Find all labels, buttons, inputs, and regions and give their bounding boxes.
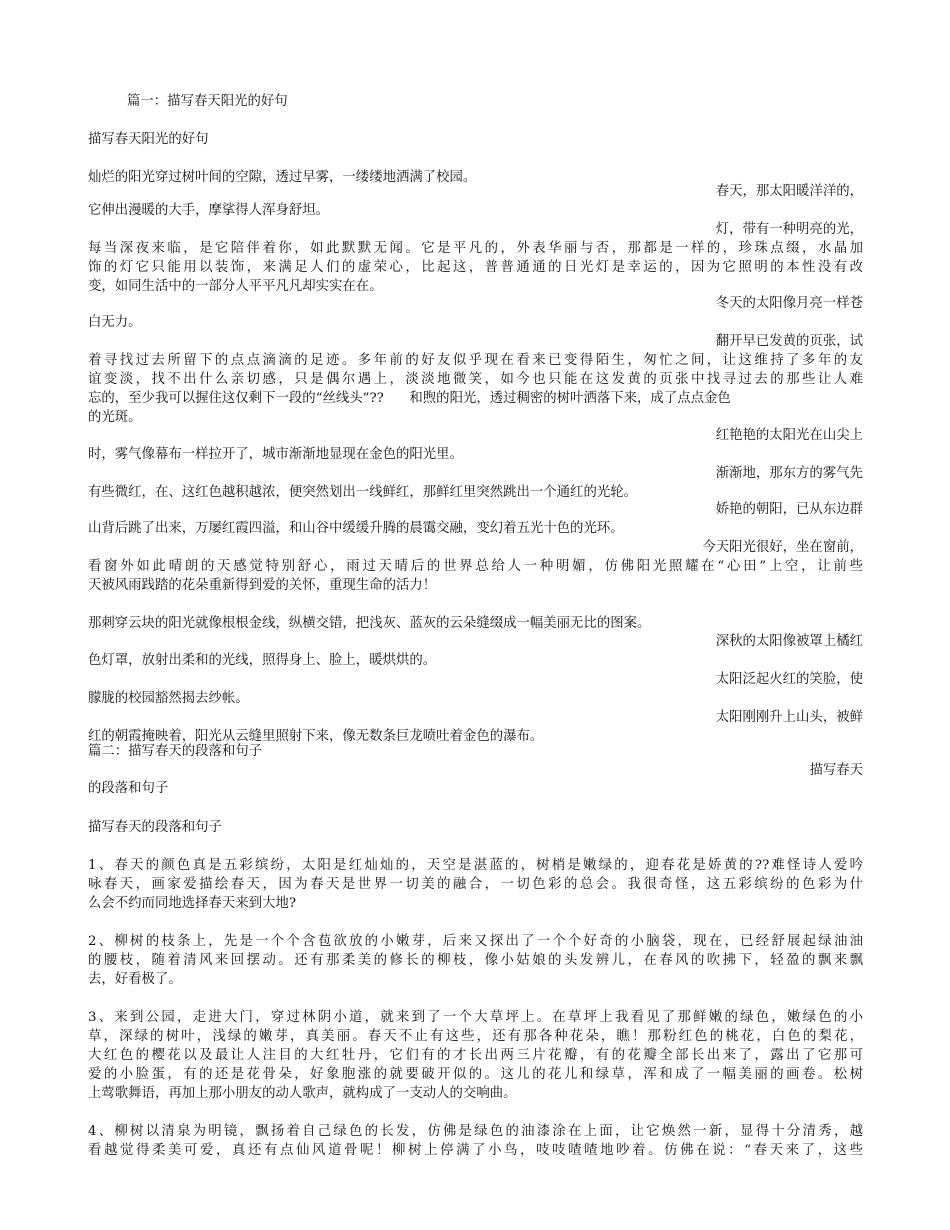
paragraph-line: 么会不约而同地选择春天来到大地?	[88, 896, 297, 911]
text-line: 娇艳的朝阳，已从东边群	[715, 502, 863, 517]
paragraph-line: 3、来到公园，走进大门，穿过林阴小道，就来到了一个大草坪上。在草坪上我看见了那鲜嫩的绿色，嫩绿色的小	[88, 1010, 863, 1025]
text-line: 渐渐地，那东方的雾气先	[715, 466, 863, 481]
text-line: 深秋的太阳像被罩上橘红	[715, 634, 863, 649]
text-line: 太阳刚刚升上山头，被鲜	[715, 710, 863, 725]
section-heading-2-cont: 的段落和句子	[88, 781, 169, 796]
section-subtitle-2: 描写春天的段落和句子	[88, 820, 222, 835]
text-line: 着寻找过去所留下的点点滴滴的足迹。多年前的好友似乎现在看来已变得陌生，匆忙之间，让这维持了多年的友	[88, 353, 863, 368]
text-line: 有些微红，在、这红色越积越浓，便突然划出一线鲜红，那鲜红里突然跳出一个通红的光轮。	[88, 485, 638, 500]
text-line: 今天阳光很好，坐在窗前，	[702, 540, 863, 555]
text-line: 忘的，至少我可以握住这仅剩下一段的“丝线头”?? 和煦的阳光，透过稠密的树叶洒落下来，成了点点金色	[88, 391, 731, 406]
paragraph-line: 4、柳树以清泉为明镜，飘扬着自己绿色的长发，仿佛是绿色的油漆涂在上面，让它焕然一新，显得十分清秀，越	[88, 1124, 863, 1139]
text-line: 看窗外如此晴朗的天感觉特别舒心，雨过天晴后的世界总给人一种明媚，仿佛阳光照耀在“心田”上空，让前些	[88, 559, 863, 574]
text-line: 天被风雨践踏的花朵重新得到爱的关怀，重现生命的活力！	[88, 578, 437, 593]
text-line: 太阳泛起火红的笑脸，使	[715, 672, 863, 687]
section-heading-2: 篇二：描写春天的段落和句子	[88, 744, 263, 759]
text-line: 它伸出漫暖的大手，摩挲得人浑身舒坦。	[88, 203, 330, 218]
text-line: 饰的灯它只能用以装饰，来满足人们的虚荣心，比起这，普普通通的日光灯是幸运的，因为它照明的本性没有改	[88, 260, 863, 275]
paragraph-line: 爱的小脸蛋，有的还是花骨朵，好象胞涨的就要破开似的。这儿的花儿和绿草，浑和成了一幅美丽的画卷。松树	[88, 1067, 863, 1082]
text-line: 白无力。	[88, 315, 142, 330]
paragraph-line: 1、春天的颜色真是五彩缤纷，太阳是红灿灿的，天空是湛蓝的，树梢是嫩绿的，迎春花是娇黄的??难怪诗人爱吟	[88, 858, 863, 873]
text-line: 红艳艳的太阳光在山尖上	[715, 428, 863, 443]
text-line: 变，如同生活中的一部分人平平凡凡却实实在在。	[88, 279, 383, 294]
text-line: 翻开早已发黄的页张，试	[715, 334, 863, 349]
paragraph-line: 大红色的樱花以及最让人注目的大红牡丹，它们有的才长出两三片花瓣，有的花瓣全部长出来了，露出了它那可	[88, 1048, 863, 1063]
paragraph-line: 的腰枝，随着清风来回摆动。还有那柔美的修长的柳枝，像小姑娘的头发辨儿，在春风的吹拂下，轻盈的飘来飘	[88, 953, 863, 968]
section-subtitle-1: 描写春天阳光的好句	[88, 132, 209, 147]
text-line: 每当深夜来临，是它陪伴着你，如此默默无闻。它是平凡的，外表华丽与否，那都是一样的，珍珠点缀，水晶加	[88, 241, 863, 256]
text-line: 色灯罩，放射出柔和的光线，照得身上、脸上，暖烘烘的。	[88, 653, 437, 668]
paragraph-line: 草，深绿的树叶，浅绿的嫩芽，真美丽。春天不止有这些，还有那各种花朵，瞧！那粉红色的桃花，白色的梨花，	[88, 1029, 863, 1044]
text-line: 红的朝霞掩映着，阳光从云缝里照射下来，像无数条巨龙喷吐着金色的瀑布。	[88, 729, 544, 744]
text-line: 灯，带有一种明亮的光，	[715, 222, 863, 237]
text-line: 时，雾气像幕布一样拉开了，城市渐渐地显现在金色的阳光里。	[88, 447, 463, 462]
paragraph-line: 上莺歌舞语，再加上那小朋友的动人歌声，就构成了一支动人的交响曲。	[88, 1086, 517, 1101]
paragraph-line: 看越觉得柔美可爱，真还有点仙风道骨呢！柳树上停满了小鸟，吱吱喳喳地吵着。仿佛在说：“春天来了，这些	[88, 1143, 863, 1158]
paragraph-line: 咏春天，画家爱描绘春天，因为春天是世界一切美的融合，一切色彩的总会。我很奇怪，这五彩缤纷的色彩为什	[88, 877, 863, 892]
text-line: 谊变淡，找不出什么亲切感，只是偶尔遇上，淡淡地微笑，如今也只能在这发黄的页张中找寻过去的那些让人难	[88, 372, 863, 387]
text-line: 那刺穿云块的阳光就像根根金线，纵横交错，把浅灰、蓝灰的云朵缝缀成一幅美丽无比的图案。	[88, 616, 651, 631]
text-line: 朦胧的校园豁然揭去纱帐。	[88, 691, 249, 706]
text-line: 灿烂的阳光穿过树叶间的空隙，透过早雾，一缕缕地洒满了校园。	[88, 170, 477, 185]
paragraph-line: 去，好看极了。	[88, 972, 182, 987]
text-line: 春天，那太阳暖洋洋的，	[715, 184, 863, 199]
section-heading-2-right: 描写春天	[809, 763, 863, 778]
section-heading-1: 篇一：描写春天阳光的好句	[127, 94, 288, 109]
paragraph-line: 2、柳树的枝条上，先是一个个含苞欲放的小嫩芽，后来又探出了一个个好奇的小脑袋，现在，已经舒展起绿油油	[88, 934, 863, 949]
text-line: 山背后跳了出来，万屡红霞四溢，和山谷中缓缓升腾的晨霭交融，变幻着五光十色的光环。	[88, 521, 624, 536]
text-line: 的光斑。	[88, 410, 142, 425]
text-line: 冬天的太阳像月亮一样苍	[715, 296, 863, 311]
